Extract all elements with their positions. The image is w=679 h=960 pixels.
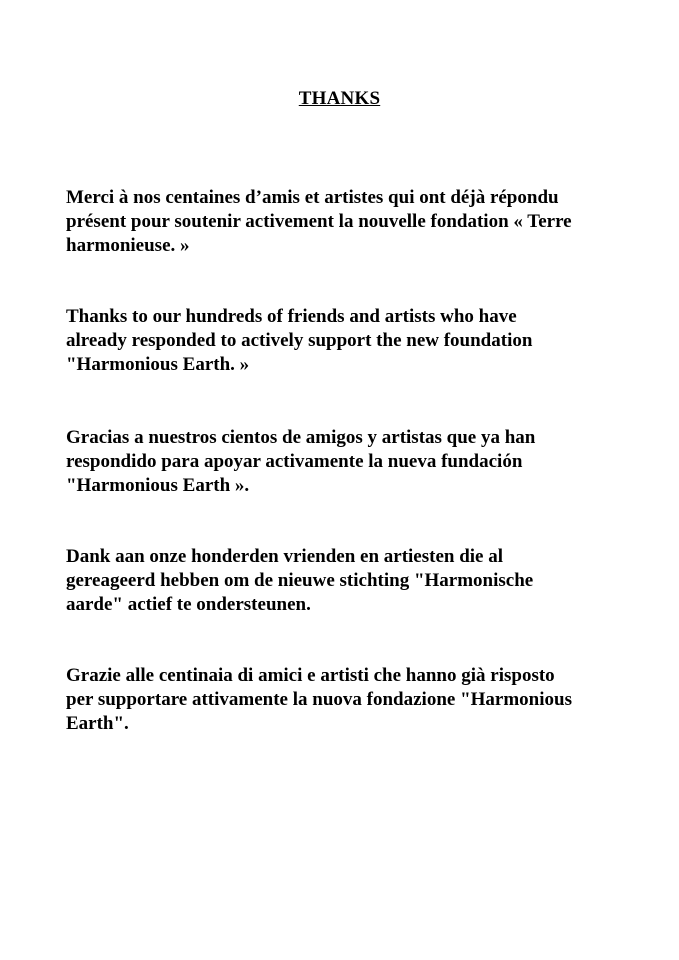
paragraph-line: Dank aan onze honderden vrienden en artiesten die al [66, 546, 504, 567]
paragraph-line: Grazie alle centinaia di amici e artisti che hanno già risposto [66, 665, 555, 686]
paragraph-line: "Harmonious Earth ». [66, 475, 250, 496]
paragraph-line: Thanks to our hundreds of friends and artists who have [66, 306, 517, 327]
paragraph-line: présent pour soutenir activement la nouvelle fondation « Terre [66, 211, 572, 232]
paragraph-french [66, 186, 626, 258]
paragraph-line: Earth". [66, 713, 129, 734]
paragraph-dutch [66, 545, 626, 617]
paragraph-line: per supportare attivamente la nuova fondazione "Harmonious [66, 689, 572, 710]
paragraph-line: harmonieuse. » [66, 235, 190, 256]
page-title: THANKS [298, 88, 381, 109]
paragraph-line: Gracias a nuestros cientos de amigos y artistas que ya han [66, 427, 536, 448]
paragraph-line: gereageerd hebben om de nieuwe stichting "Harmonische [66, 570, 534, 591]
paragraph-spanish [66, 426, 626, 498]
paragraph-line: respondido para apoyar activamente la nueva fundación [66, 451, 523, 472]
paragraph-line: aarde" actief te ondersteunen. [66, 594, 311, 615]
paragraph-line: already responded to actively support the new foundation [66, 330, 533, 351]
paragraph-line: "Harmonious Earth. » [66, 354, 250, 375]
paragraph-english [66, 305, 626, 377]
paragraph-line: Merci à nos centaines d’amis et artistes qui ont déjà répondu [66, 187, 559, 208]
paragraph-italian [66, 664, 626, 736]
